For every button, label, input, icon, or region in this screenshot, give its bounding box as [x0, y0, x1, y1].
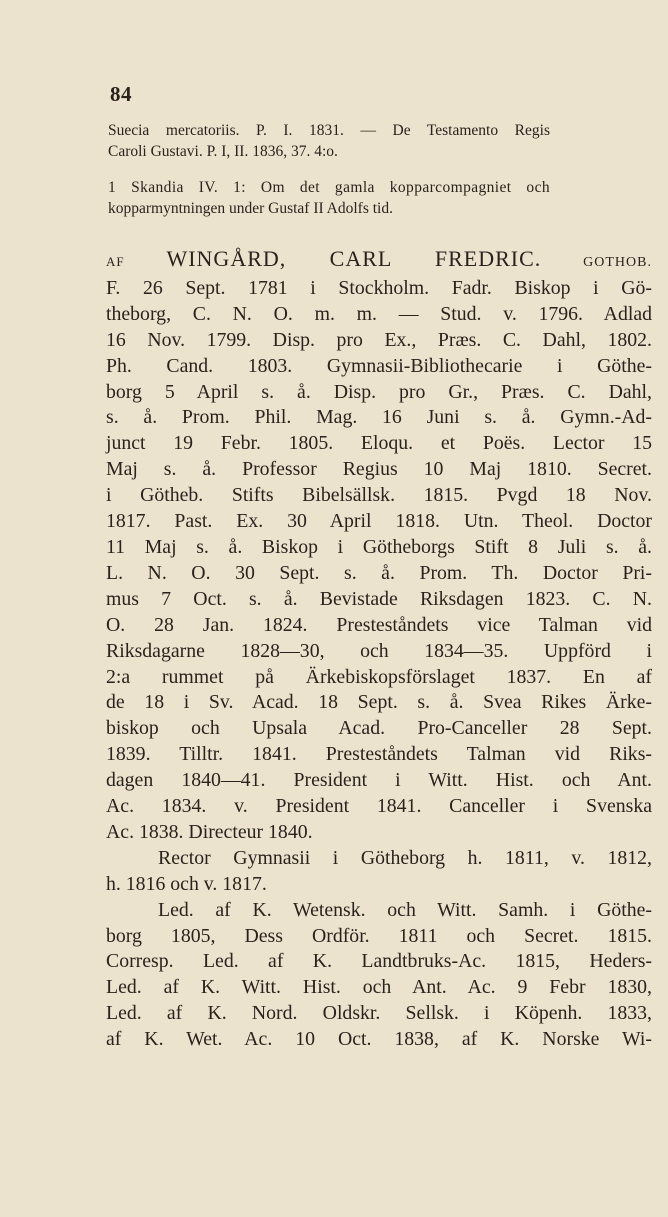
entry-line: Led. af K. Wetensk. och Witt. Samh. i Göthe-: [158, 898, 652, 921]
entry-line: Ph. Cand. 1803. Gymnasii-Bibliothecarie i Göthe-: [106, 354, 652, 377]
entry-line: Corresp. Led. af K. Landtbruks-Ac. 1815, Heders-: [106, 950, 652, 973]
reference-line: kopparmyntningen under Gustaf II Adolfs tid.: [108, 200, 393, 217]
entry-line: af K. Wet. Ac. 10 Oct. 1838, af K. Norske Wi-: [106, 1028, 652, 1051]
entry-line: junct 19 Febr. 1805. Eloqu. et Poës. Lector 15: [106, 432, 652, 455]
entry-line: biskop och Upsala Acad. Pro-Canceller 28 Sept.: [106, 717, 652, 740]
entry-line: borg 1805, Dess Ordför. 1811 och Secret. 1815.: [106, 924, 652, 947]
entry-line: s. å. Prom. Phil. Mag. 16 Juni s. å. Gymn.-Ad-: [106, 406, 652, 429]
entry-line: 11 Maj s. å. Biskop i Götheborgs Stift 8 Juli s. å.: [106, 535, 652, 558]
entry-line: 1817. Past. Ex. 30 April 1818. Utn. Theol. Doctor: [106, 510, 652, 533]
heading-place: GOTHOB.: [583, 255, 652, 270]
entry-line: L. N. O. 30 Sept. s. å. Prom. Th. Doctor Pri-: [106, 561, 652, 584]
heading-prefix: AF: [106, 254, 125, 269]
entry-line: mus 7 Oct. s. å. Bevistade Riksdagen 1823. C. N.: [106, 587, 652, 610]
reference-line: Caroli Gustavi. P. I, II. 1836, 37. 4:o.: [108, 143, 338, 160]
entry-line: borg 5 April s. å. Disp. pro Gr., Præs. C. Dahl,: [106, 380, 652, 403]
entry-line: Ac. 1838. Directeur 1840.: [106, 820, 313, 843]
entry-line: de 18 i Sv. Acad. 18 Sept. s. å. Svea Rikes Ärke-: [106, 691, 652, 714]
reference-line: 1 Skandia IV. 1: Om det gamla kopparcompagniet och: [108, 179, 550, 196]
entry-line: Led. af K. Nord. Oldskr. Sellsk. i Köpenh. 1833,: [106, 1002, 652, 1025]
entry-line: O. 28 Jan. 1824. Presteståndets vice Talman vid: [106, 613, 652, 636]
entry-line: 2:a rummet på Ärkebiskopsförslaget 1837. En af: [106, 665, 652, 688]
entry-heading: [106, 246, 652, 276]
entry-line: dagen 1840—41. President i Witt. Hist. och Ant.: [106, 769, 652, 792]
entry-line: 16 Nov. 1799. Disp. pro Ex., Præs. C. Dahl, 1802.: [106, 328, 652, 351]
entry-line: i Götheb. Stifts Bibelsällsk. 1815. Pvgd 18 Nov.: [106, 484, 652, 507]
biography-entry: [106, 246, 652, 1053]
entry-line: Riksdagarne 1828—30, och 1834—35. Uppförd i: [106, 639, 652, 662]
references-block: [108, 120, 550, 162]
entry-line: theborg, C. N. O. m. m. — Stud. v. 1796. Adlad: [106, 302, 652, 325]
reference-line: Suecia mercatoriis. P. I. 1831. — De Testamento Regis: [108, 122, 550, 139]
entry-line: F. 26 Sept. 1781 i Stockholm. Fadr. Biskop i Gö-: [106, 276, 652, 299]
entry-line: Rector Gymnasii i Götheborg h. 1811, v. 1812,: [158, 846, 652, 869]
entry-line: Led. af K. Witt. Hist. och Ant. Ac. 9 Febr 1830,: [106, 976, 652, 999]
entry-line: h. 1816 och v. 1817.: [106, 872, 267, 895]
entry-line: Maj s. å. Professor Regius 10 Maj 1810. Secret.: [106, 458, 652, 481]
entry-line: Ac. 1834. v. President 1841. Canceller i Svenska: [106, 795, 652, 818]
entry-line: 1839. Tilltr. 1841. Presteståndets Talman vid Riks-: [106, 743, 652, 766]
person-name: WINGÅRD, CARL FREDRIC.: [166, 246, 542, 271]
skandia-reference: [108, 177, 550, 219]
page-number: 84: [110, 82, 132, 106]
